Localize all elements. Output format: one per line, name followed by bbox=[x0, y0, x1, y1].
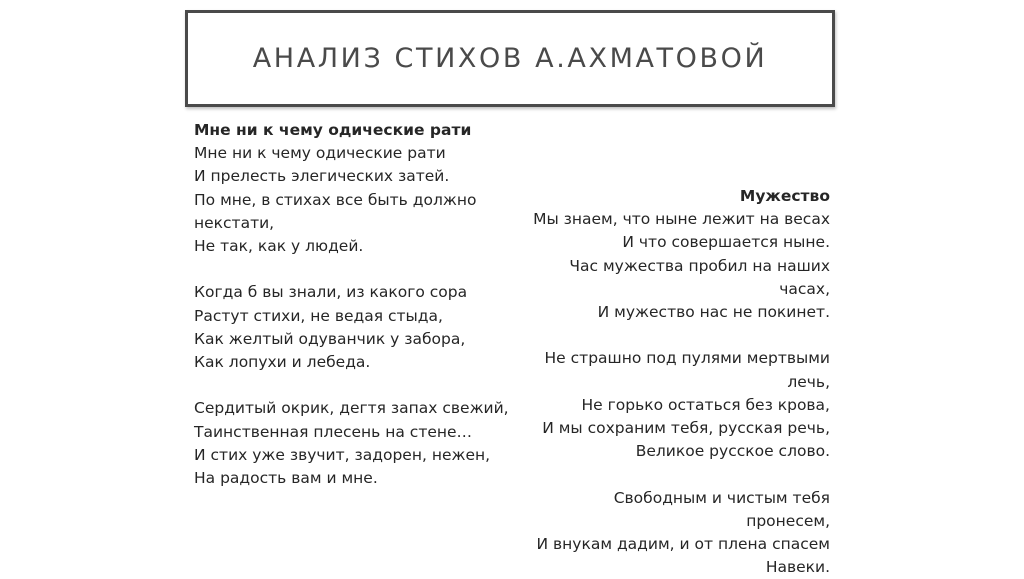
poem-line: некстати, bbox=[194, 213, 275, 232]
stanza-gap bbox=[194, 258, 524, 281]
stanza-gap bbox=[194, 374, 524, 397]
poem-line: Растут стихи, не ведая стыда, bbox=[194, 306, 443, 325]
poem-line: часах, bbox=[779, 279, 830, 298]
poem-line: И прелесть элегических затей. bbox=[194, 167, 450, 186]
poem-line: лечь, bbox=[787, 372, 830, 391]
stanza-gap bbox=[500, 463, 830, 486]
poem-line: И мы сохраним тебя, русская речь, bbox=[542, 419, 830, 438]
poem-line: По мне, в стихах все быть должно bbox=[194, 190, 477, 209]
title-box bbox=[185, 10, 835, 107]
poem-line: Как лопухи и лебеда. bbox=[194, 353, 371, 372]
poem-line: Навеки. bbox=[765, 558, 830, 577]
poem-line: Час мужества пробил на наших bbox=[569, 256, 830, 275]
poem-line: И мужество нас не покинет. bbox=[597, 303, 830, 322]
poem-line: И стих уже звучит, задорен, нежен, bbox=[194, 445, 491, 464]
poem-line: Не так, как у людей. bbox=[194, 237, 364, 256]
poem-line: Таинственная плесень на стене… bbox=[194, 422, 473, 441]
poem-right bbox=[500, 185, 830, 579]
slide-title: АНАЛИЗ СТИХОВ А.АХМАТОВОЙ bbox=[252, 43, 768, 74]
poem-title: Мне ни к чему одические рати bbox=[194, 121, 472, 139]
poem-line: Мне ни к чему одические рати bbox=[194, 144, 446, 163]
poem-line: Когда б вы знали, из какого сора bbox=[194, 283, 468, 302]
poem-line: Не горько остаться без крова, bbox=[581, 395, 830, 414]
poem-line: Сердитый окрик, дегтя запах свежий, bbox=[194, 399, 509, 418]
poem-line: На радость вам и мне. bbox=[194, 469, 378, 488]
poem-line: И что совершается ныне. bbox=[622, 233, 830, 252]
poem-line: Великое русское слово. bbox=[635, 442, 830, 461]
poem-line: Не страшно под пулями мертвыми bbox=[544, 349, 830, 368]
poem-line: Мы знаем, что ныне лежит на весах bbox=[533, 210, 830, 229]
poem-title: Мужество bbox=[739, 187, 830, 205]
poem-line: И внукам дадим, и от плена спасем bbox=[536, 535, 830, 554]
poem-line: пронесем, bbox=[746, 511, 830, 530]
poem-line: Как желтый одуванчик у забора, bbox=[194, 329, 466, 348]
stanza-gap bbox=[500, 324, 830, 347]
poem-line: Свободным и чистым тебя bbox=[613, 488, 830, 507]
poem-left bbox=[194, 119, 524, 490]
